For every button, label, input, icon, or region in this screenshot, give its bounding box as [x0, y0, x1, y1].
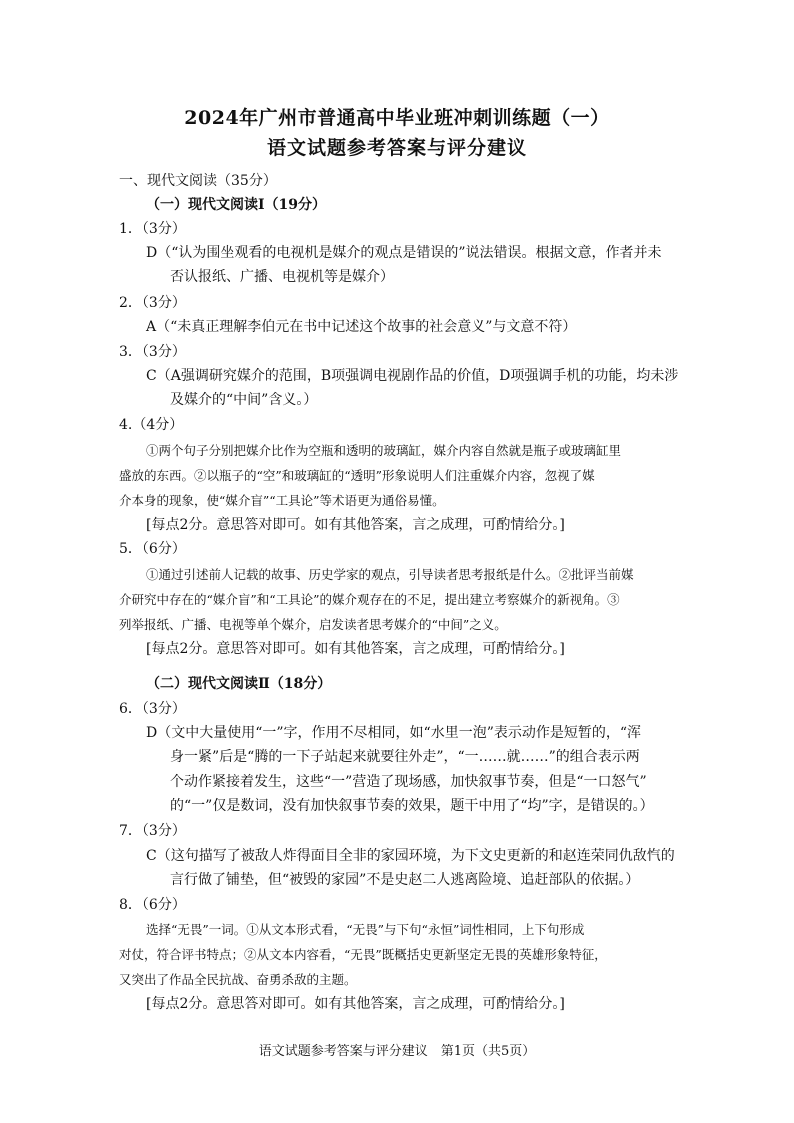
question-label: 8．（6分） — [119, 897, 186, 913]
answer-text: 否认报纸、广播、电视机等是媒介） — [170, 269, 394, 285]
answer-text: 列举报纸、广播、电视等单个媒介，启发读者思考媒介的“中间”之义。 — [119, 617, 507, 632]
answer-text: D（“认为围坐观看的电视机是媒介的观点是错误的”说法错误。根据文意，作者并未 — [146, 245, 662, 261]
page-footer: 语文试题参考答案与评分建议 第1页（共5页） — [258, 1044, 536, 1059]
question-label: 7．（3分） — [119, 823, 186, 839]
question-label: 5．（6分） — [119, 541, 186, 557]
scoring-note: [每点2分。意思答对即可。如有其他答案，言之成理，可酌情给分。] — [146, 996, 565, 1012]
answer-text: 言行做了铺垫，但“被毁的家园”不是史赵二人逃离险境、追赶部队的依据。） — [170, 872, 640, 888]
document-subtitle: 语文试题参考答案与评分建议 — [266, 137, 527, 159]
answer-text: ①通过引述前人记载的故事、历史学家的观点，引导读者思考报纸是什么。②批评当前媒 — [146, 567, 634, 582]
question-label: 6．（3分） — [119, 701, 186, 717]
question-label: 1．（3分） — [119, 221, 186, 237]
answer-text: 及媒介的“中间”含义。） — [170, 392, 318, 408]
answer-text: 个动作紧接着发生，这些“一”营造了现场感，加快叙事节奏，但是“一口怒气” — [170, 774, 647, 790]
subsection-heading: （一）现代文阅读Ⅰ（19分） — [146, 197, 327, 213]
scoring-note: [每点2分。意思答对即可。如有其他答案，言之成理，可酌情给分。] — [146, 517, 565, 533]
scoring-note: [每点2分。意思答对即可。如有其他答案，言之成理，可酌情给分。] — [146, 641, 565, 657]
answer-text: 选择“无畏”一词。①从文本形式看，“无畏”与下句“永恒”词性相同，上下句形成 — [146, 922, 585, 937]
answer-text: 的“一”仅是数词，没有加快叙事节奏的效果，题干中用了“均”字，是错误的。） — [170, 798, 654, 814]
answer-text: ①两个句子分别把媒介比作为空瓶和透明的玻璃缸，媒介内容自然就是瓶子或玻璃缸里 — [146, 443, 622, 458]
question-label: 4.（4分） — [119, 417, 184, 433]
question-label: 3．（3分） — [119, 344, 186, 360]
answer-text: A（“未真正理解李伯元在书中记述这个故事的社会意义”与文意不符） — [146, 319, 577, 335]
document-title: 2024年广州市普通高中毕业班冲刺训练题（一） — [184, 107, 610, 129]
answer-text: 介本身的现象，使“媒介盲”“工具论”等术语更为通俗易懂。 — [119, 493, 445, 508]
answer-text: 身一紧”后是“腾的一下子站起来就要往外走”，“一……就……”的组合表示两 — [170, 749, 640, 765]
answer-text: C（这句描写了被敌人炸得面目全非的家园环境，为下文史更新的和赵连荣同仇敌忾的 — [146, 848, 675, 864]
answer-text: 对仗，符合评书特点；②从文本内容看，“无畏”既概括史更新坚定无畏的英雄形象特征， — [119, 947, 607, 962]
answer-text: 介研究中存在的“媒介盲”和“工具论”的媒介观存在的不足，提出建立考察媒介的新视角。③ — [119, 592, 620, 607]
answer-text: 又突出了作品全民抗战、奋勇杀敌的主题。 — [119, 972, 357, 987]
subsection-heading: （二）现代文阅读Ⅱ（18分） — [146, 676, 332, 692]
answer-text: 盛放的东西。②以瓶子的“空”和玻璃缸的“透明”形象说明人们注重媒介内容，忽视了媒 — [119, 468, 595, 483]
answer-text: C（A强调研究媒介的范围，B项强调电视剧作品的价值，D项强调手机的功能，均未涉 — [146, 368, 679, 384]
question-label: 2．（3分） — [119, 295, 186, 311]
section-heading: 一、现代文阅读（35分） — [119, 173, 277, 189]
answer-text: D（文中大量使用“一”字，作用不尽相同，如“水里一泡”表示动作是短暂的，“浑 — [146, 725, 642, 741]
